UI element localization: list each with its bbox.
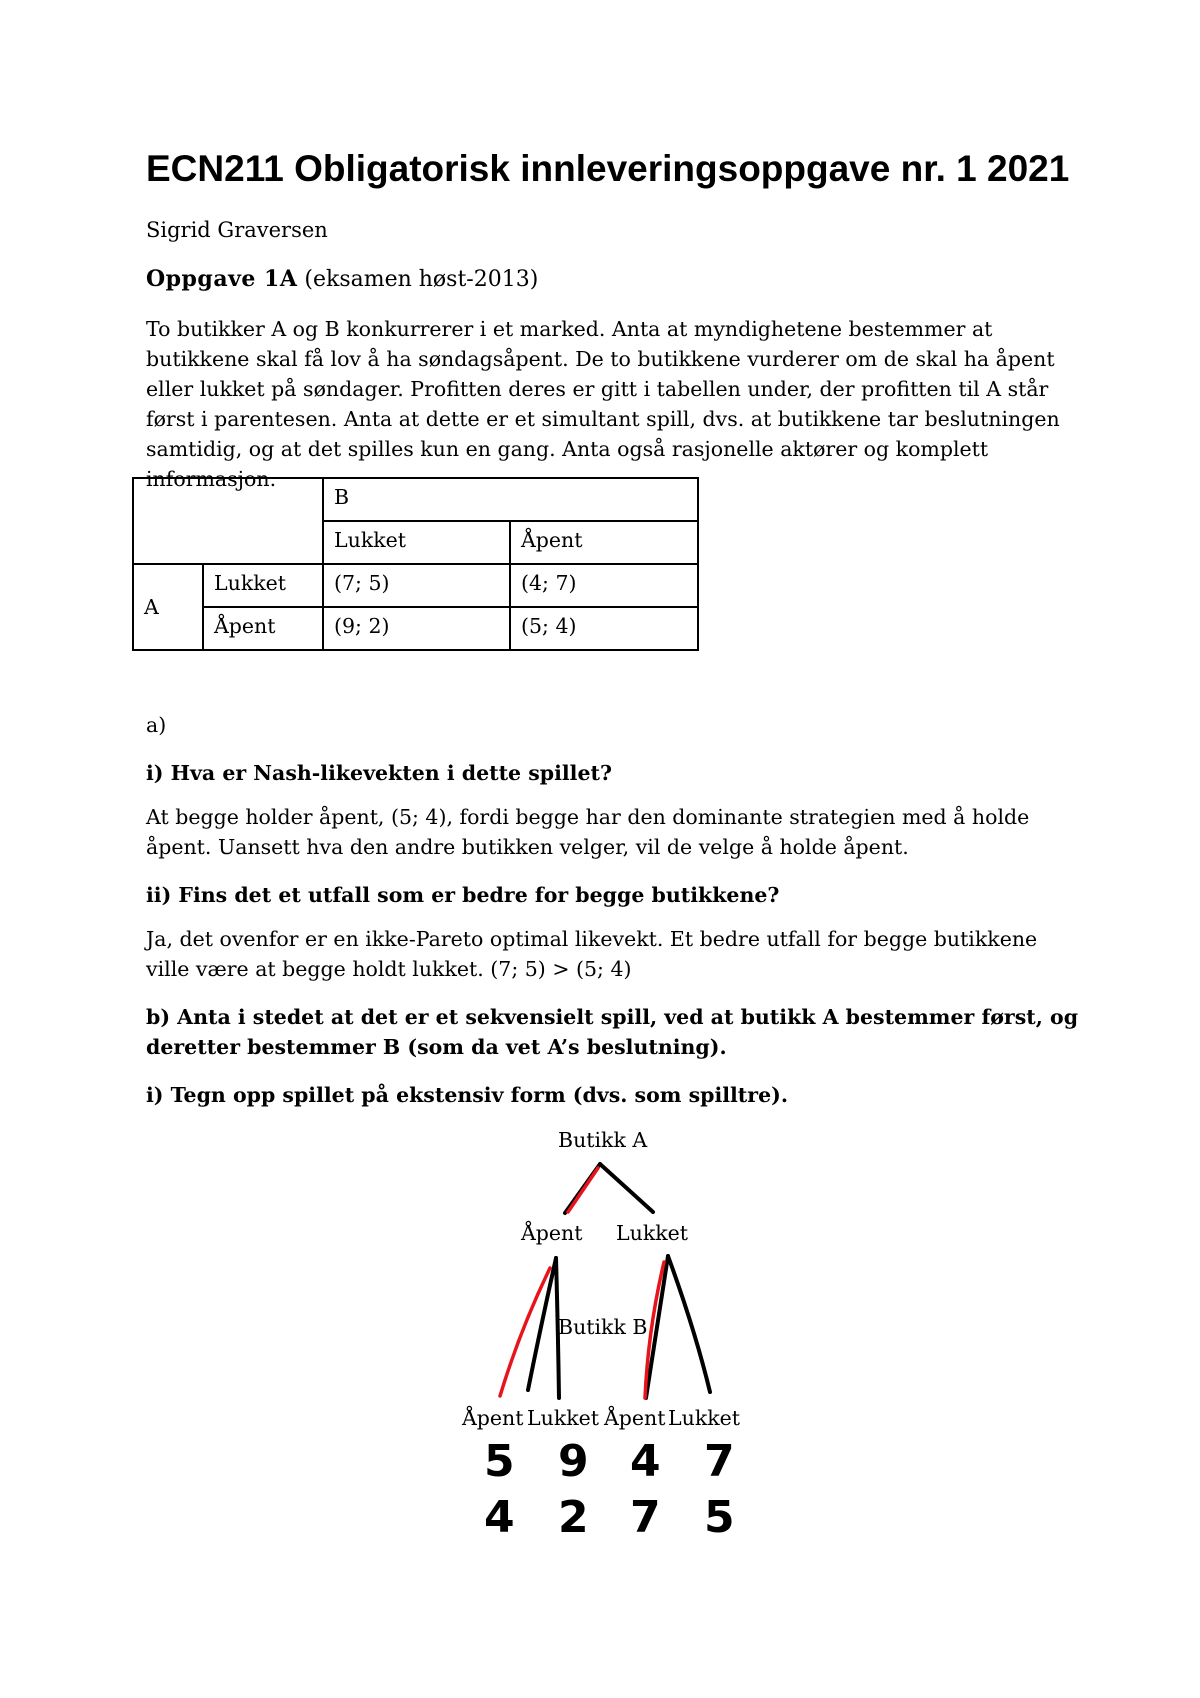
- tree-edge-left-left: [528, 1258, 556, 1390]
- tree-root-label: Butikk A: [558, 1128, 648, 1152]
- table-cell: (7; 5): [323, 564, 510, 607]
- payoff-b-1: 4: [484, 1492, 515, 1543]
- table-cell: (5; 4): [510, 607, 698, 650]
- question-a-ii: ii) Fins det et utfall som er bedre for begge butikkene?: [146, 883, 780, 907]
- table-player-a: A: [133, 564, 203, 650]
- payoff-a-4: 7: [704, 1436, 735, 1487]
- tree-second-mover-label: Butikk B: [558, 1315, 648, 1339]
- part-a-label: a): [146, 713, 167, 737]
- question-b: b) Anta i stedet at det er et sekvensielt spill, ved at butikk A bestemmer først, og deretter bestemmer B (som da vet A’s beslutning).: [146, 1005, 1079, 1059]
- document-title: ECN211 Obligatorisk innleveringsoppgave nr. 1 2021: [146, 148, 1070, 189]
- table-row-lukket: Lukket: [203, 564, 323, 607]
- tree-leaf-4: Lukket: [668, 1406, 741, 1430]
- table-cell: (9; 2): [323, 607, 510, 650]
- tree-edge-right-left: [646, 1256, 668, 1398]
- tree-leaf-2: Lukket: [527, 1406, 600, 1430]
- tree-node-lukket: Lukket: [616, 1221, 689, 1245]
- intro-paragraph: To butikker A og B konkurrerer i et marked. Anta at myndighetene bestemmer at butikkene skal få lov å ha søndagsåpent. De to butikkene vurderer om de skal ha åpent eller lukket på søndager. Profitten deres er gitt i tabellen under, der profitten til A står først i parentesen. Anta at dette er et simultant spill, dvs. at butikkene tar beslutningen samtidig, og at det spilles kun en gang. Anta også rasjonelle aktører og komplett informasjon.: [146, 317, 1060, 491]
- tree-node-apent: Åpent: [521, 1221, 583, 1245]
- payoff-b-2: 2: [558, 1492, 589, 1543]
- question-b-i: i) Tegn opp spillet på ekstensiv form (dvs. som spilltre).: [146, 1083, 788, 1107]
- answer-a-i: At begge holder åpent, (5; 4), fordi begge har den dominante strategien med å holde åpent. Uansett hva den andre butikken velger, vil de velge å holde åpent.: [146, 805, 1030, 859]
- tree-leaf-3: Åpent: [604, 1406, 666, 1430]
- tree-edge-root-right: [600, 1164, 653, 1212]
- highlight-edge-root-left: [568, 1168, 598, 1212]
- table-col-apent: Åpent: [510, 521, 698, 564]
- question-a-i: i) Hva er Nash-likevekten i dette spillet?: [146, 761, 612, 785]
- highlight-edge-left-left: [500, 1268, 550, 1396]
- author-name: Sigrid Graversen: [146, 218, 328, 242]
- heading-rest: (eksamen høst-2013): [297, 267, 539, 292]
- payoff-a-2: 9: [558, 1436, 589, 1487]
- table-cell: (4; 7): [510, 564, 698, 607]
- payoff-b-3: 7: [630, 1492, 661, 1543]
- tree-leaf-1: Åpent: [462, 1406, 524, 1430]
- heading-bold: Oppgave 1A: [146, 266, 298, 292]
- payoff-b-4: 5: [704, 1492, 735, 1543]
- payoff-a-3: 4: [630, 1436, 661, 1487]
- table-player-b: B: [323, 478, 698, 521]
- tree-edge-right-right: [668, 1256, 710, 1392]
- answer-a-ii: Ja, det ovenfor er en ikke-Pareto optimal likevekt. Et bedre utfall for begge butikkene ville være at begge holdt lukket. (7; 5) > (5; 4): [146, 927, 1038, 981]
- table-row-apent: Åpent: [203, 607, 323, 650]
- table-col-lukket: Lukket: [323, 521, 510, 564]
- payoff-a-1: 5: [484, 1436, 515, 1487]
- highlight-edge-right-left: [645, 1262, 664, 1398]
